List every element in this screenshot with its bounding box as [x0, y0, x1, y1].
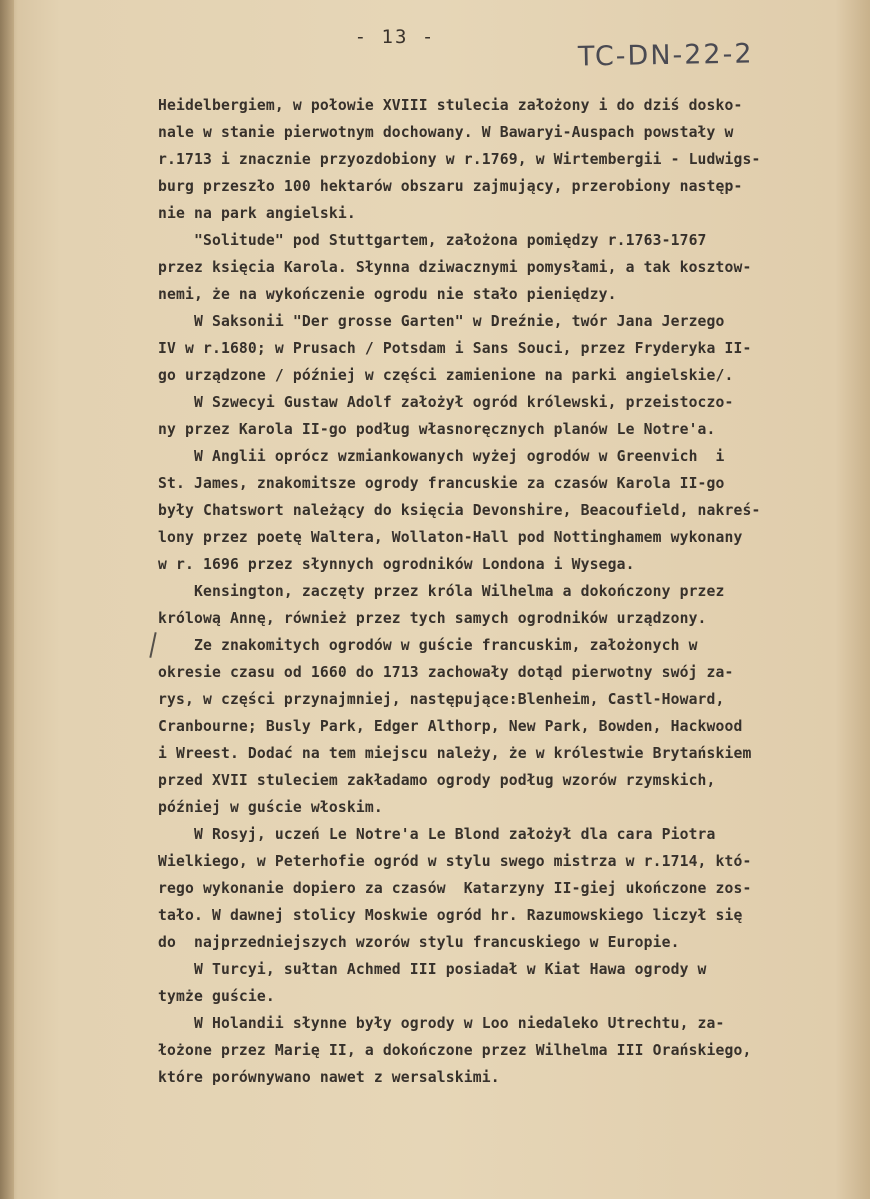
text-line: Cranbourne; Busly Park, Edger Althorp, New Park, Bowden, Hackwood — [158, 718, 743, 735]
text-line: rego wykonanie dopiero za czasów Katarzyny II-giej ukończone zos- — [158, 880, 752, 897]
text-line: W Holandii słynne były ogrody w Loo niedaleko Utrechtu, za- — [158, 1015, 725, 1032]
text-line: nale w stanie pierwotnym dochowany. W Bawaryi-Auspach powstały w — [158, 124, 734, 141]
text-line: W Rosyj, uczeń Le Notre'a Le Blond założył dla cara Piotra — [158, 826, 716, 843]
text-line: go urządzone / później w części zamienione na parki angielskie/. — [158, 367, 734, 384]
text-line: które porównywano nawet z wersalskimi. — [158, 1069, 500, 1086]
text-line: później w guście włoskim. — [158, 799, 383, 816]
text-line: St. James, znakomitsze ogrody francuskie za czasów Karola II-go — [158, 475, 725, 492]
text-line: W Szwecyi Gustaw Adolf założył ogród królewski, przeistoczo- — [158, 394, 734, 411]
text-line: nie na park angielski. — [158, 205, 356, 222]
text-line: Heidelbergiem, w połowie XVIII stulecia założony i do dziś dosko- — [158, 97, 743, 114]
archive-code-handwritten: TC-DN-22-2 — [577, 38, 754, 73]
page-number: - 13 - — [354, 26, 436, 48]
margin-pencil-mark — [149, 632, 156, 658]
text-line: Ze znakomitych ogrodów w guście francuskim, założonych w — [158, 637, 698, 654]
text-line: IV w r.1680; w Prusach / Potsdam i Sans Souci, przez Fryderyka II- — [158, 340, 752, 357]
text-line: i Wreest. Dodać na tem miejscu należy, że w królestwie Brytańskiem — [158, 745, 752, 762]
page-edge-shadow — [0, 0, 14, 1199]
text-line: przed XVII stuleciem zakładamo ogrody podług wzorów rzymskich, — [158, 772, 716, 789]
text-line: lony przez poetę Waltera, Wollaton-Hall pod Nottinghamem wykonany — [158, 529, 743, 546]
text-line: "Solitude" pod Stuttgartem, założona pomiędzy r.1763-1767 — [158, 232, 707, 249]
text-line: Wielkiego, w Peterhofie ogród w stylu swego mistrza w r.1714, któ- — [158, 853, 752, 870]
text-line: rys, w części przynajmniej, następujące:Blenheim, Castl-Howard, — [158, 691, 725, 708]
text-line: okresie czasu od 1660 do 1713 zachowały dotąd pierwotny swój za- — [158, 664, 734, 681]
text-line: ny przez Karola II-go podług własnoręcznych planów Le Notre'a. — [158, 421, 716, 438]
text-line: tało. W dawnej stolicy Moskwie ogród hr. Razumowskiego liczył się — [158, 907, 743, 924]
text-line: Kensington, zaczęty przez króla Wilhelma a dokończony przez — [158, 583, 725, 600]
text-line: przez księcia Karola. Słynna dziwacznymi pomysłami, a tak kosztow- — [158, 259, 752, 276]
text-line: łożone przez Marię II, a dokończone przez Wilhelma III Orańskiego, — [158, 1042, 752, 1059]
text-line: tymże guście. — [158, 988, 275, 1005]
typewritten-text-body — [158, 92, 848, 1091]
text-line: były Chatswort należący do księcia Devonshire, Beacoufield, nakreś- — [158, 502, 761, 519]
text-line: nemi, że na wykończenie ogrodu nie stało pieniędzy. — [158, 286, 617, 303]
text-line: królową Annę, również przez tych samych ogrodników urządzony. — [158, 610, 707, 627]
text-line: r.1713 i znacznie przyozdobiony w r.1769, w Wirtembergii - Ludwigs- — [158, 151, 761, 168]
text-line: W Turcyi, sułtan Achmed III posiadał w Kiat Hawa ogrody w — [158, 961, 707, 978]
text-line: do najprzedniejszych wzorów stylu francuskiego w Europie. — [158, 934, 680, 951]
text-line: W Anglii oprócz wzmiankowanych wyżej ogrodów w Greenvich i — [158, 448, 725, 465]
text-line: W Saksonii "Der grosse Garten" w Dreźnie, twór Jana Jerzego — [158, 313, 725, 330]
text-line: w r. 1696 przez słynnych ogrodników Londona i Wysega. — [158, 556, 635, 573]
text-line: burg przeszło 100 hektarów obszaru zajmujący, przerobiony następ- — [158, 178, 743, 195]
